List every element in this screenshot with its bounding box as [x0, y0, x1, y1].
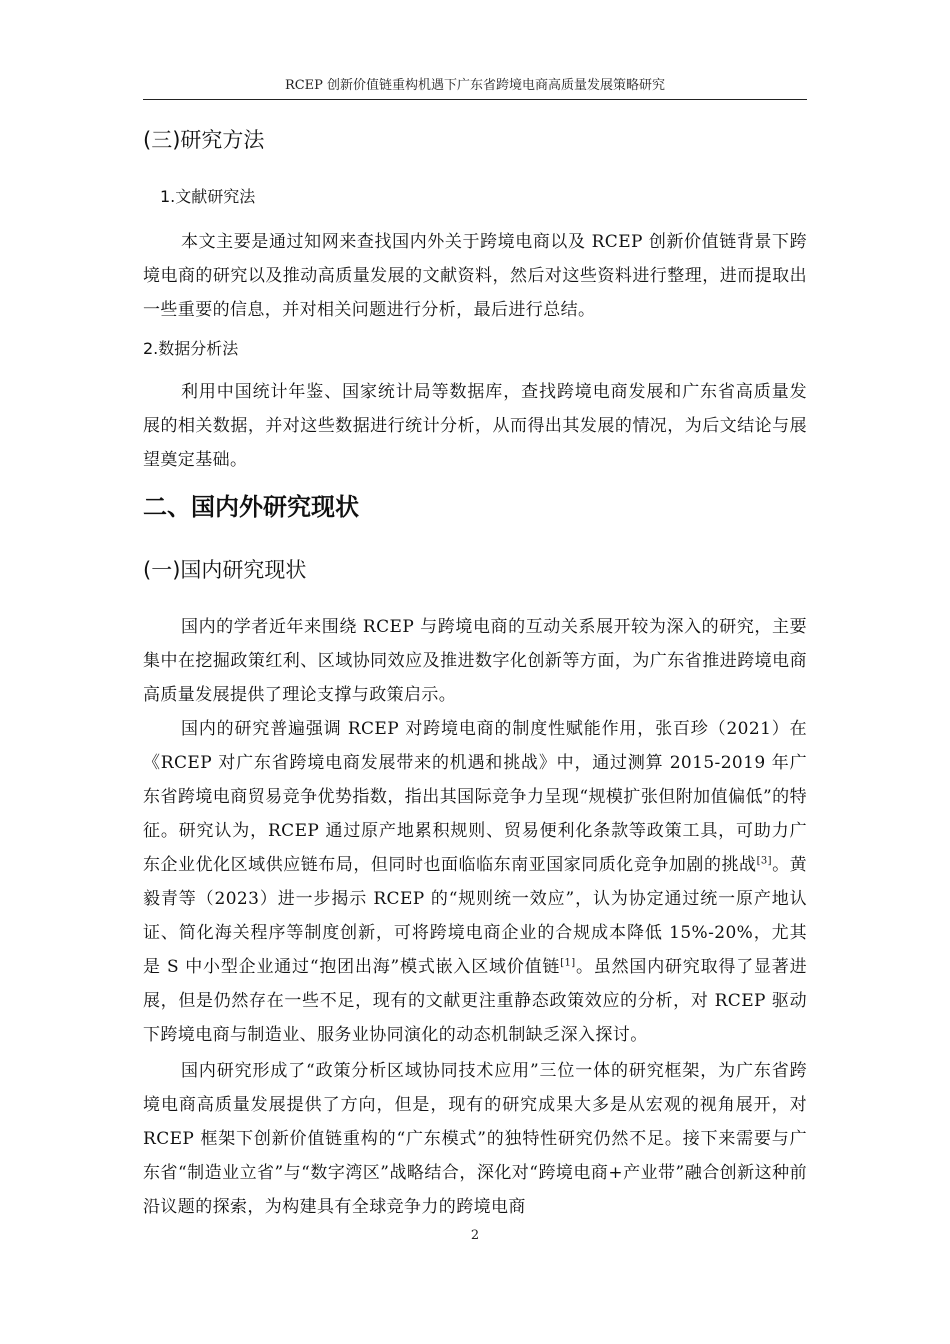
paragraph-domestic-2 — [143, 712, 807, 1052]
paragraph-domestic-2-part-c: 。虽然国内研究取得了显著进展，但是仍然存在一些不足，现有的文献更注重静态政策效应的分析，对 RCEP 驱动下跨境电商与制造业、服务业协同演化的动态机制缺乏深入探讨。 — [143, 957, 808, 1045]
paragraph-domestic-2-part-b: 。黄毅青等（2023）进一步揭示 RCEP 的“规则统一效应”，认为协定通过统一原产地认证、简化海关程序等制度创新，可将跨境电商企业的合规成本降低 15%-20%，尤其是 S 中小型企业通过“抱团出海”模式嵌入区域价值链 — [143, 855, 807, 977]
subheading-data-analysis: 2.数据分析法 — [143, 339, 239, 358]
paragraph-data-analysis: 利用中国统计年鉴、国家统计局等数据库，查找跨境电商发展和广东省高质量发展的相关数据，并对这些数据进行统计分析，从而得出其发展的情况，为后文结论与展望奠定基础。 — [143, 382, 807, 470]
citation-3: [3] — [756, 855, 772, 867]
section-heading-methods: (三)研究方法 — [143, 128, 265, 152]
citation-1: [1] — [560, 957, 576, 969]
running-header: RCEP 创新价值链重构机遇下广东省跨境电商高质量发展策略研究 — [284, 78, 666, 93]
paragraph-domestic-2-part-a: 国内的研究普遍强调 RCEP 对跨境电商的制度性赋能作用，张百珍（2021）在《RCEP 对广东省跨境电商发展带来的机遇和挑战》中，通过测算 2015-2019 年广东省跨境电商贸易竞争优势指数，指出其国际竞争力呈现“规模扩张但附加值偏低”的特征。研究认为，RCEP 通过原产地累积规则、贸易便利化条款等政策工具，可助力广东企业优化区域供应链布局，但同时也面临临东南亚国家同质化竞争加剧的挑战 — [143, 719, 807, 875]
section-heading-domestic: (一)国内研究现状 — [143, 558, 307, 582]
paragraph-literature-method: 本文主要是通过知网来查找国内外关于跨境电商以及 RCEP 创新价值链背景下跨境电商的研究以及推动高质量发展的文献资料，然后对这些资料进行整理，进而提取出一些重要的信息，并对相关问题进行分析，最后进行总结。 — [143, 232, 807, 320]
chapter-heading-research-status: 二、国内外研究现状 — [143, 493, 359, 521]
header-rule — [143, 99, 807, 100]
subheading-literature-method: 1.文献研究法 — [160, 187, 256, 206]
paragraph-domestic-3: 国内研究形成了“政策分析区域协同技术应用”三位一体的研究框架，为广东省跨境电商高质量发展提供了方向，但是，现有的研究成果大多是从宏观的视角展开，对 RCEP 框架下创新价值链重构的“广东模式”的独特性研究仍然不足。接下来需要与广东省“制造业立省”与“数字湾区”战略结合，深化对“跨境电商+产业带”融合创新这种前沿议题的探索，为构建具有全球竞争力的跨境电商 — [143, 1061, 807, 1217]
paragraph-domestic-1: 国内的学者近年来围绕 RCEP 与跨境电商的互动关系展开较为深入的研究，主要集中在挖掘政策红利、区域协同效应及推进数字化创新等方面，为广东省推进跨境电商高质量发展提供了理论支撑与政策启示。 — [143, 617, 807, 705]
page-number: 2 — [470, 1228, 480, 1243]
